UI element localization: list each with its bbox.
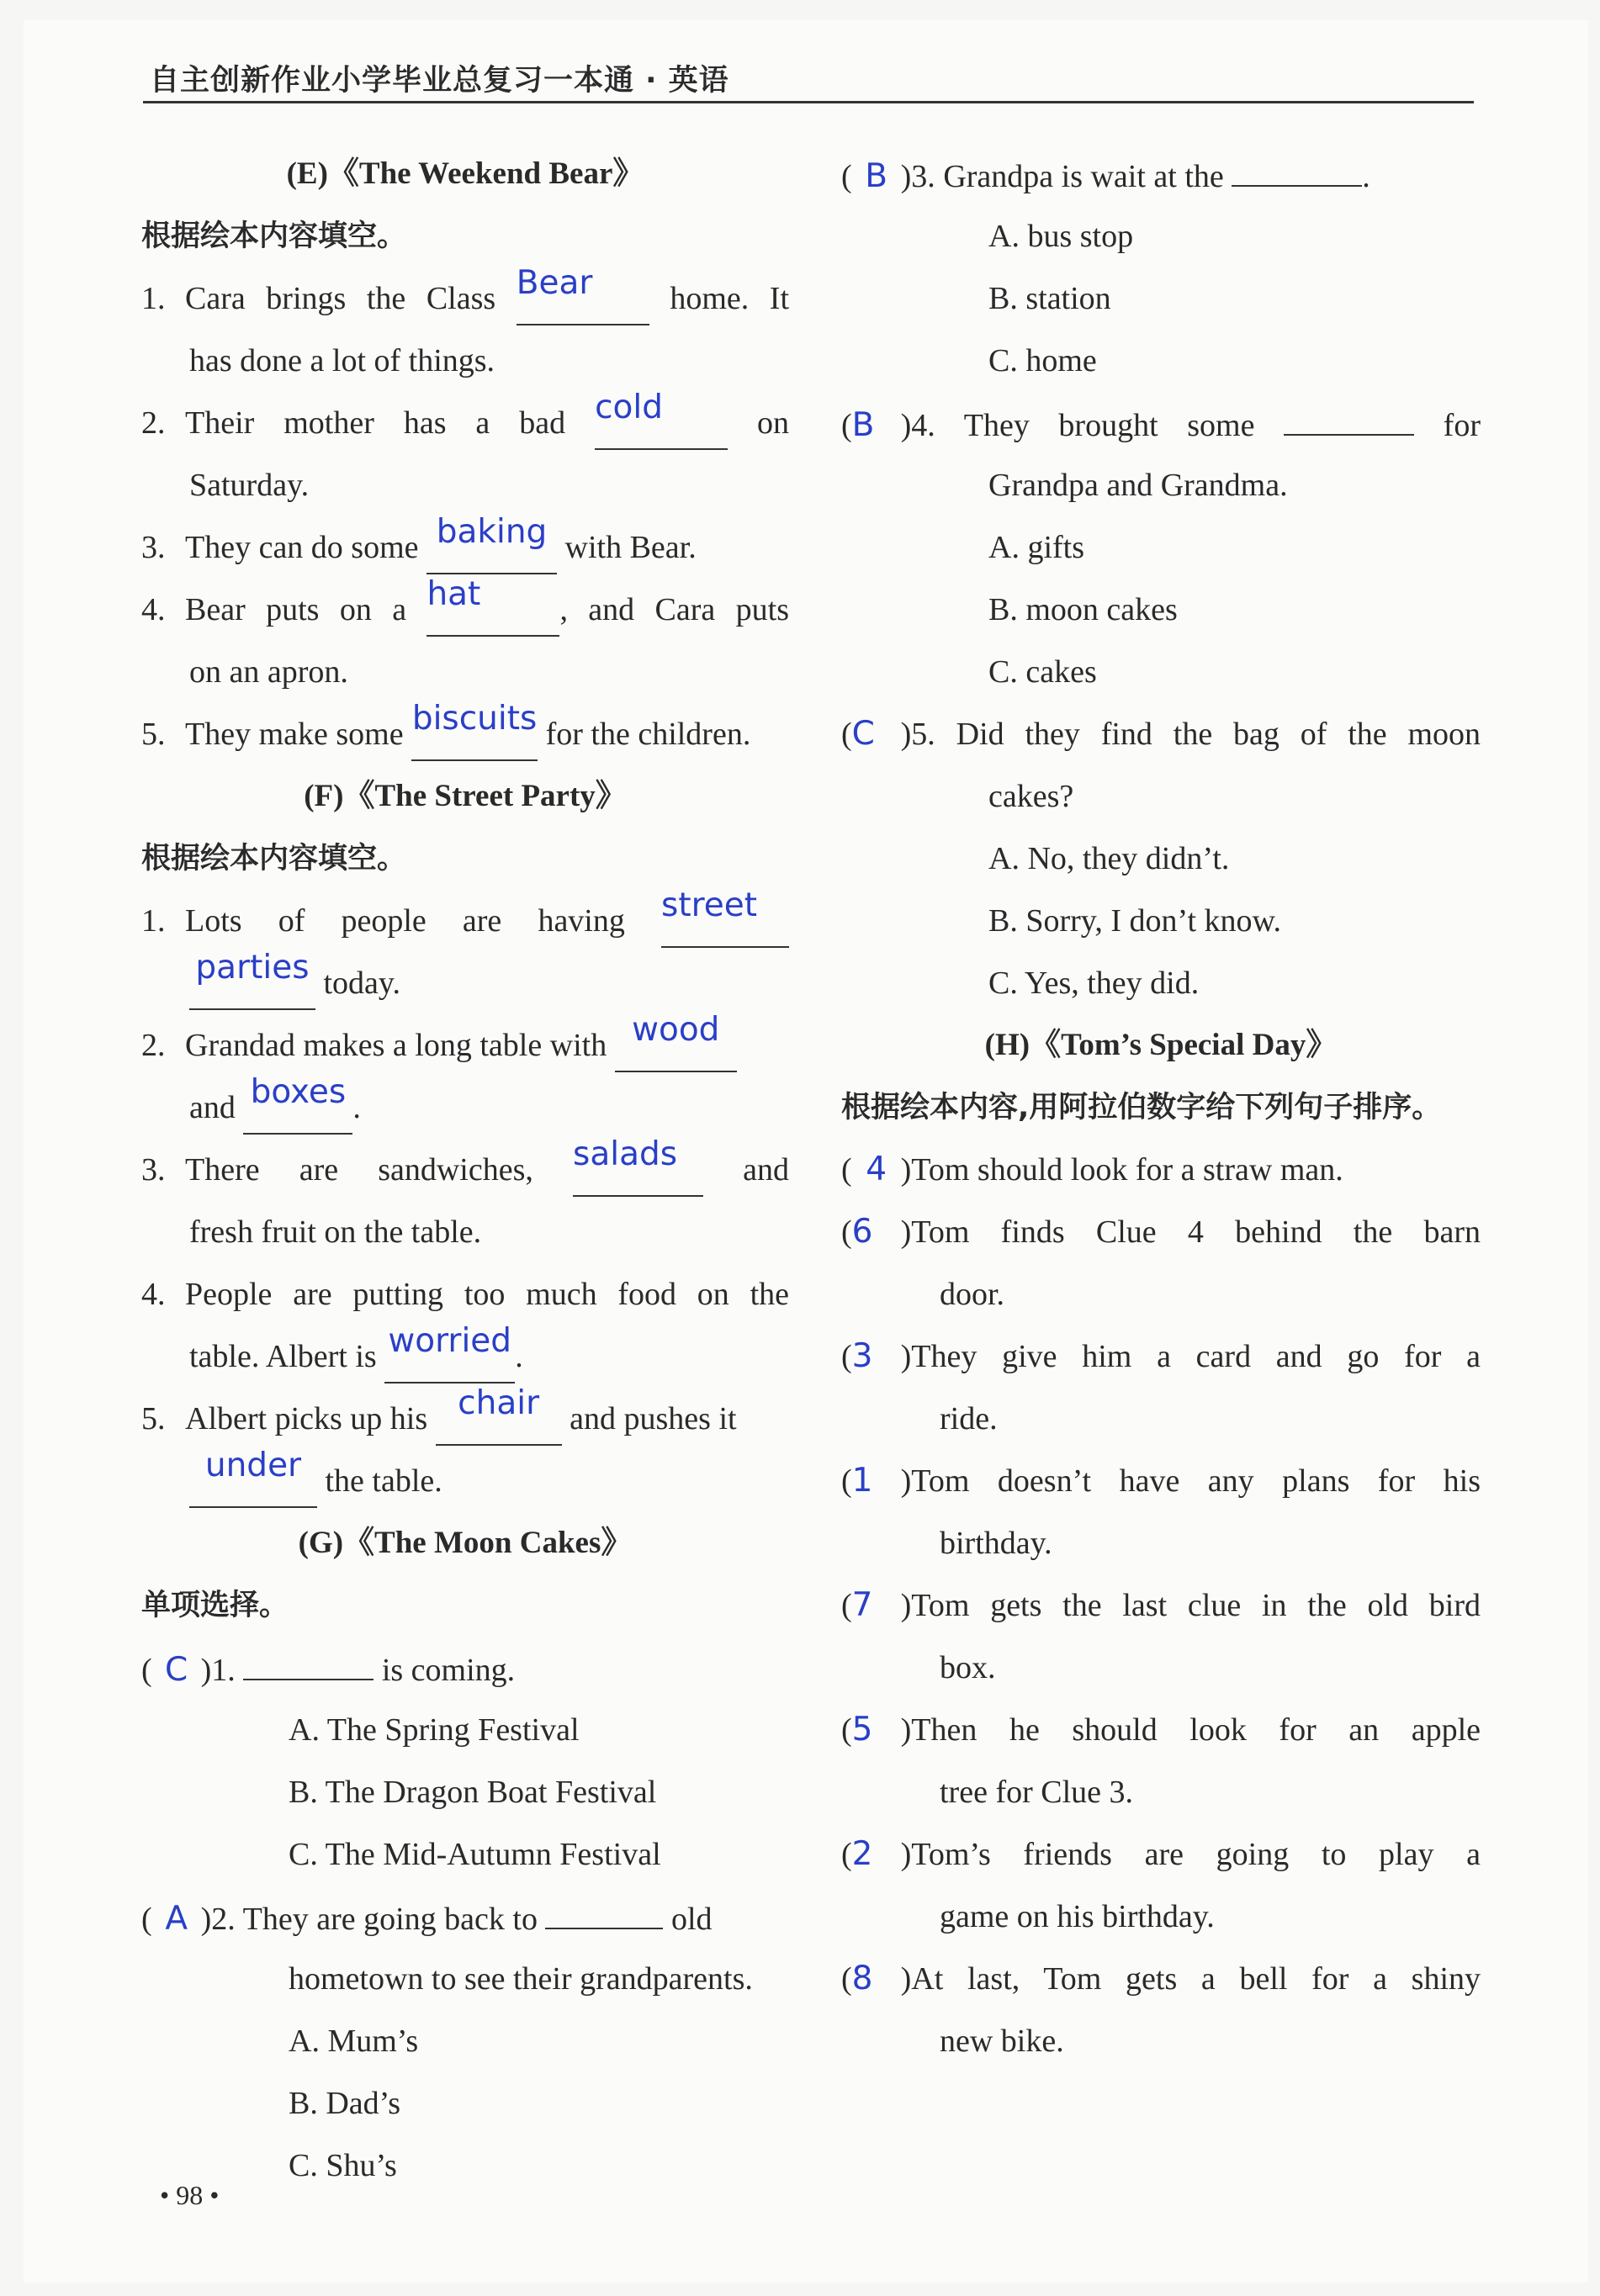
answer-blank[interactable]: hat xyxy=(426,593,559,637)
answer-choice[interactable]: C xyxy=(165,1651,188,1689)
question-blank xyxy=(243,1637,374,1680)
h-item-cont: door. xyxy=(940,1277,1005,1312)
h-item: (3 )They give him a card and go for a xyxy=(841,1325,1481,1388)
e-item-4-cont: on an apron. xyxy=(189,654,348,690)
g-item-3-option-c: C. home xyxy=(988,343,1097,378)
answer-blank[interactable]: biscuits xyxy=(411,717,538,761)
h-item-cont: new bike. xyxy=(940,2024,1064,2059)
f-item-1: 1. Lots of people are having street xyxy=(141,890,789,952)
f-item-5: 5. Albert picks up his chair and pushes it xyxy=(141,1388,789,1450)
g-item-4-option-b: B. moon cakes xyxy=(988,592,1178,627)
f-item-2-cont: and boxes . xyxy=(141,1077,789,1139)
answer-blank[interactable]: salads xyxy=(573,1153,703,1197)
h-item-cont: ride. xyxy=(940,1401,998,1436)
answer-order[interactable]: 5 xyxy=(851,1711,873,1748)
e-item-5: 5. They make some biscuits for the children. xyxy=(141,703,789,765)
g-item-5-option-a: A. No, they didn’t. xyxy=(988,841,1230,876)
page-number: • 98 • xyxy=(160,2180,220,2210)
question-blank xyxy=(545,1886,663,1929)
f-item-4-cont: table. Albert is worried . xyxy=(141,1325,789,1388)
section-e-instruction: 根据绘本内容填空。 xyxy=(141,220,407,253)
g-item-4: (B )4. They brought some for xyxy=(841,392,1481,454)
section-h-instruction: 根据绘本内容,用阿拉伯数字给下列句子排序。 xyxy=(841,1091,1442,1124)
e-item-4: 4. Bear puts on a hat , and Cara puts xyxy=(141,579,789,641)
h-item: (8 )At last, Tom gets a bell for a shiny xyxy=(841,1948,1481,2010)
g-item-5-cont: cakes? xyxy=(988,779,1074,814)
header-rule xyxy=(143,101,1474,103)
f-item-4: 4. People are putting too much food on the xyxy=(141,1277,789,1312)
g-item-1-option-c: C. The Mid-Autumn Festival xyxy=(289,1837,661,1872)
answer-order[interactable]: 8 xyxy=(851,1960,873,1997)
left-column xyxy=(141,143,789,2197)
answer-blank[interactable]: chair xyxy=(436,1402,562,1446)
answer-blank[interactable]: wood xyxy=(615,1029,737,1072)
e-item-1: 1. Cara brings the Class Bear home. It xyxy=(141,267,789,330)
g-item-2-cont: hometown to see their grandparents. xyxy=(289,1961,753,1997)
answer-order[interactable]: 3 xyxy=(851,1337,873,1375)
answer-choice[interactable]: B xyxy=(851,406,875,444)
g-item-3: ( B )3. Grandpa is wait at the . xyxy=(841,143,1481,205)
f-item-1-cont: parties today. xyxy=(141,952,789,1014)
g-item-5: (C )5. Did they find the bag of the moon xyxy=(841,703,1481,765)
section-h-title: (H)《Tom’s Special Day》 xyxy=(984,1028,1338,1062)
h-item: (2 )Tom’s friends are going to play a xyxy=(841,1823,1481,1886)
question-blank xyxy=(1284,392,1414,436)
right-column xyxy=(841,143,1481,2072)
g-item-1: ( C )1. is coming. xyxy=(141,1637,789,1699)
g-item-4-option-c: C. cakes xyxy=(988,654,1097,690)
section-f-title: (F)《The Street Party》 xyxy=(304,779,627,813)
h-item-cont: birthday. xyxy=(940,1526,1052,1561)
answer-order[interactable]: 2 xyxy=(851,1835,873,1873)
e-item-1-cont: has done a lot of things. xyxy=(189,343,495,378)
g-item-3-option-b: B. station xyxy=(988,281,1111,316)
answer-order[interactable]: 7 xyxy=(851,1586,873,1624)
answer-blank[interactable]: Bear xyxy=(517,282,649,325)
answer-blank[interactable]: baking xyxy=(426,531,557,574)
answer-blank[interactable]: street xyxy=(661,904,789,948)
section-g-instruction: 单项选择。 xyxy=(141,1589,289,1622)
answer-choice[interactable]: B xyxy=(865,157,888,195)
f-item-2: 2. Grandad makes a long table with wood xyxy=(141,1014,789,1077)
question-blank xyxy=(1232,143,1362,187)
g-item-1-option-b: B. The Dragon Boat Festival xyxy=(289,1775,657,1810)
answer-order[interactable]: 4 xyxy=(866,1151,887,1188)
page-header: 自主创新作业小学毕业总复习一本通 · 英语 xyxy=(150,64,729,98)
g-item-5-option-c: C. Yes, they did. xyxy=(988,965,1200,1001)
answer-blank[interactable]: cold xyxy=(595,406,728,450)
h-item: (6 )Tom finds Clue 4 behind the barn xyxy=(841,1201,1481,1263)
e-item-3: 3. They can do some baking with Bear. xyxy=(141,516,789,579)
answer-blank[interactable]: worried xyxy=(384,1340,515,1383)
section-f-instruction: 根据绘本内容填空。 xyxy=(141,842,407,876)
answer-choice[interactable]: C xyxy=(851,715,875,753)
answer-choice[interactable]: A xyxy=(165,1900,188,1938)
g-item-4-cont: Grandpa and Grandma. xyxy=(988,468,1288,503)
e-item-2: 2. Their mother has a bad cold on xyxy=(141,392,789,454)
g-item-2-option-b: B. Dad’s xyxy=(289,2086,400,2121)
answer-order[interactable]: 6 xyxy=(851,1213,873,1251)
g-item-1-option-a: A. The Spring Festival xyxy=(289,1712,580,1748)
g-item-4-option-a: A. gifts xyxy=(988,530,1084,565)
h-item: (7 )Tom gets the last clue in the old bird xyxy=(841,1574,1481,1637)
f-item-3: 3. There are sandwiches, salads and xyxy=(141,1139,789,1201)
h-item: (1 )Tom doesn’t have any plans for his xyxy=(841,1450,1481,1512)
h-item-cont: tree for Clue 3. xyxy=(940,1775,1134,1810)
answer-order[interactable]: 1 xyxy=(851,1462,873,1500)
h-item: ( 4 )Tom should look for a straw man. xyxy=(841,1139,1481,1201)
answer-blank[interactable]: parties xyxy=(189,966,315,1010)
section-g-title: (G)《The Moon Cakes》 xyxy=(298,1526,633,1560)
f-item-5-cont: under the table. xyxy=(141,1450,789,1512)
g-item-5-option-b: B. Sorry, I don’t know. xyxy=(988,903,1281,939)
e-item-2-cont: Saturday. xyxy=(189,468,310,503)
h-item-cont: game on his birthday. xyxy=(940,1899,1215,1934)
h-item-cont: box. xyxy=(940,1650,996,1685)
f-item-3-cont: fresh fruit on the table. xyxy=(189,1214,482,1250)
g-item-3-option-a: A. bus stop xyxy=(988,219,1134,254)
g-item-2-option-c: C. Shu’s xyxy=(289,2148,397,2183)
answer-blank[interactable]: under xyxy=(189,1464,317,1508)
answer-blank[interactable]: boxes xyxy=(243,1091,352,1135)
g-item-2: ( A )2. They are going back to old xyxy=(141,1886,789,1948)
g-item-2-option-a: A. Mum’s xyxy=(289,2024,419,2059)
h-item: (5 )Then he should look for an apple xyxy=(841,1699,1481,1761)
section-e-title: (E)《The Weekend Bear》 xyxy=(286,156,644,191)
